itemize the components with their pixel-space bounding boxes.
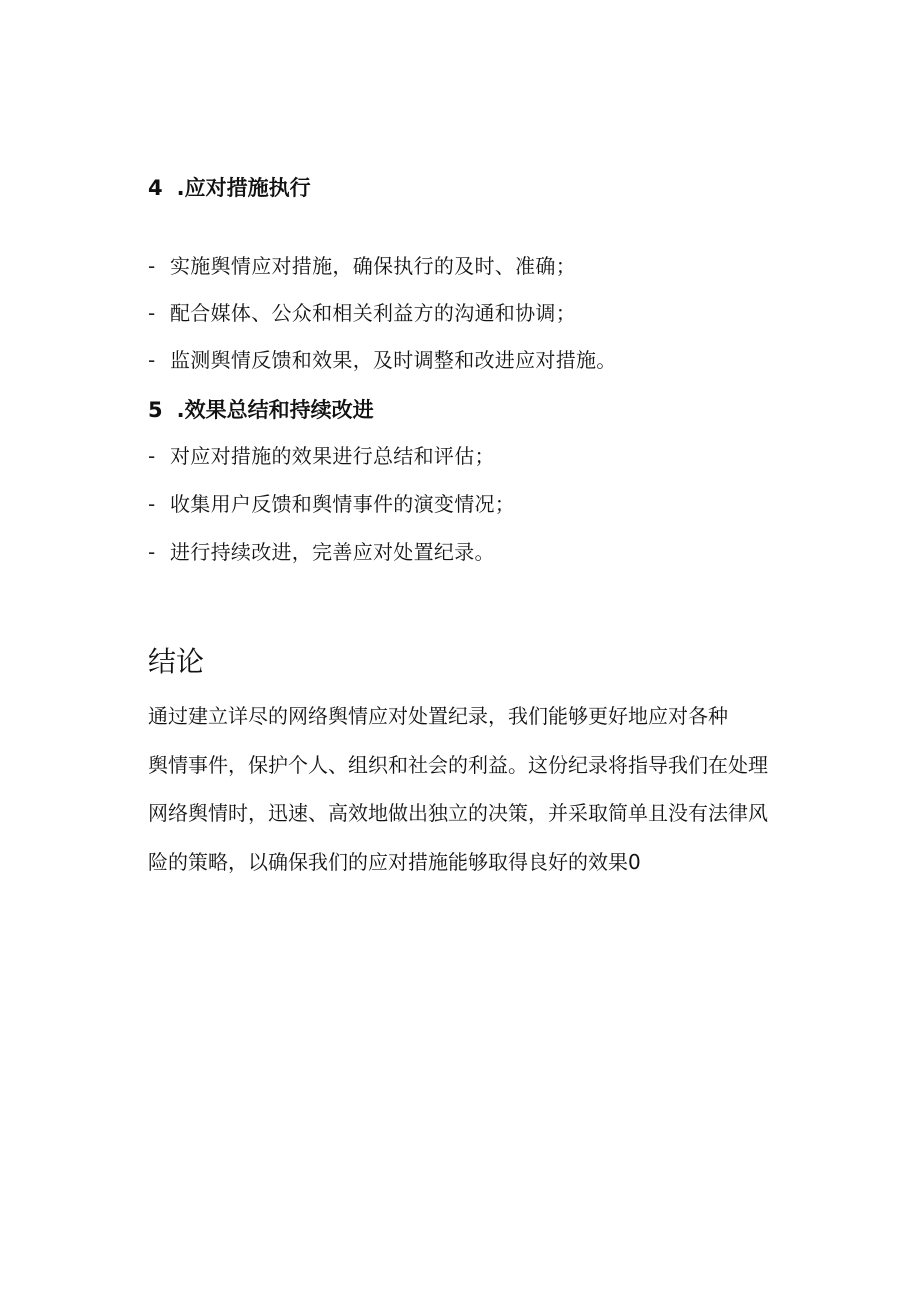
conclusion-paragraph: [148, 692, 820, 886]
list-dash: -: [148, 540, 156, 564]
list-item: [148, 297, 576, 326]
section-5-number: 5: [148, 398, 163, 422]
list-item-text: 进行持续改进，完善应对处置纪录。: [170, 540, 495, 564]
list-dash: -: [148, 492, 156, 516]
list-item: [148, 440, 495, 469]
list-item: [148, 344, 617, 373]
list-dash: -: [148, 301, 156, 325]
list-item-text: 配合媒体、公众和相关利益方的沟通和协调；: [170, 301, 576, 325]
section-4-heading: [148, 172, 311, 202]
section-4-number: 4: [148, 176, 163, 200]
list-dash: -: [148, 348, 156, 372]
list-item-text: 对应对措施的效果进行总结和评估；: [170, 444, 495, 468]
list-item: [148, 536, 495, 565]
list-item-text: 监测舆情反馈和效果，及时调整和改进应对措施。: [170, 348, 617, 372]
paragraph-line: 网络舆情时，迅速、高效地做出独立的决策，并采取简单且没有法律风: [148, 801, 768, 825]
paragraph-line: 险的策略，以确保我们的应对措施能够取得良好的效果0: [148, 849, 641, 874]
list-item-text: 收集用户反馈和舆情事件的演变情况；: [170, 492, 516, 516]
paragraph-line: 舆情事件，保护个人、组织和社会的利益。这份纪录将指导我们在处理: [148, 752, 768, 777]
list-dash: -: [148, 444, 156, 468]
paragraph-line: 通过建立详尽的网络舆情应对处置纪录，我们能够更好地应对各种: [148, 704, 728, 728]
list-dash: -: [148, 254, 156, 278]
list-item: [148, 488, 515, 517]
section-5-title: .效果总结和持续改进: [176, 398, 374, 422]
conclusion-title: 结论: [148, 645, 205, 678]
list-item: [148, 250, 576, 279]
section-4-title: .应对措施执行: [176, 176, 311, 200]
list-item-text: 实施舆情应对措施，确保执行的及时、准确；: [170, 254, 576, 278]
section-5-heading: [148, 394, 374, 424]
